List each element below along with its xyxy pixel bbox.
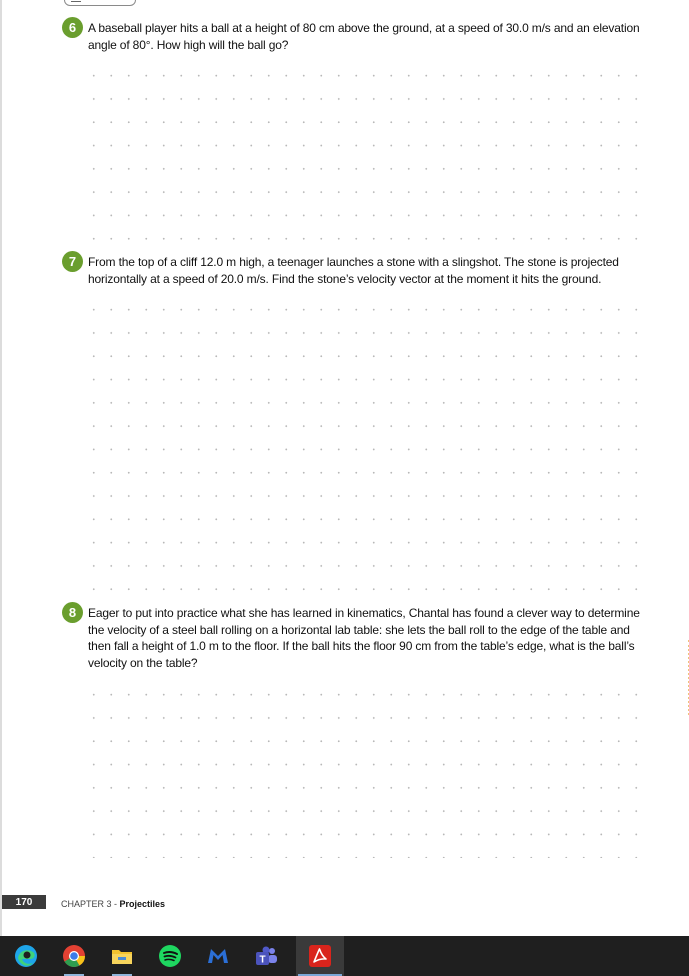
- chapter-footer: [61, 899, 165, 909]
- taskbar-chrome[interactable]: [50, 936, 98, 976]
- taskbar-acrobat[interactable]: [296, 936, 344, 976]
- page-number: 170: [2, 895, 46, 909]
- chapter-prefix: CHAPTER 3 -: [61, 899, 120, 909]
- edge-icon: [13, 943, 39, 969]
- taskbar: [0, 936, 689, 976]
- chrome-icon: [61, 943, 87, 969]
- table-of-contents-tab[interactable]: [64, 0, 136, 6]
- taskbar-spotify[interactable]: [146, 936, 194, 976]
- page-border: [0, 0, 2, 936]
- acrobat-icon: [307, 943, 333, 969]
- menu-lines-icon: [71, 0, 81, 2]
- folder-icon: [109, 943, 135, 969]
- question-number-badge: 8: [62, 602, 83, 623]
- question-number-badge: 6: [62, 17, 83, 38]
- question-number-badge: 7: [62, 251, 83, 272]
- svg-text:T: T: [259, 954, 266, 966]
- spotify-icon: [157, 943, 183, 969]
- taskbar-malwarebytes[interactable]: [194, 936, 242, 976]
- teams-icon: [253, 943, 279, 969]
- taskbar-file-explorer[interactable]: [98, 936, 146, 976]
- question-text: A baseball player hits a ball at a height of 80 cm above the ground, at a speed of 30.0 m/s and an elevation angle of 80°. How high will the ball go?: [88, 21, 640, 52]
- answer-dot-grid[interactable]: [85, 64, 647, 244]
- chapter-name: Projectiles: [119, 899, 166, 909]
- taskbar-edge[interactable]: [2, 936, 50, 976]
- question-text: Eager to put into practice what she has learned in kinematics, Chantal has found a clever way to determine the velocity of a steel ball rolling on a horizontal lab table: she lets the ball roll to the edge of the table and then fall a height of 1.0 m to the floor. If the ball hits the floor 90 cm from the table’s edge, what is the ball’s velocity on the table?: [88, 606, 640, 670]
- malwarebytes-icon: [205, 943, 231, 969]
- question-text: From the top of a cliff 12.0 m high, a teenager launches a stone with a slingshot. The stone is projected horizontally at a speed of 20.0 m/s. Find the stone’s velocity vector at the moment it hits the ground.: [88, 255, 619, 286]
- answer-dot-grid[interactable]: [85, 298, 647, 593]
- taskbar-teams[interactable]: [242, 936, 290, 976]
- answer-dot-grid[interactable]: [85, 683, 647, 858]
